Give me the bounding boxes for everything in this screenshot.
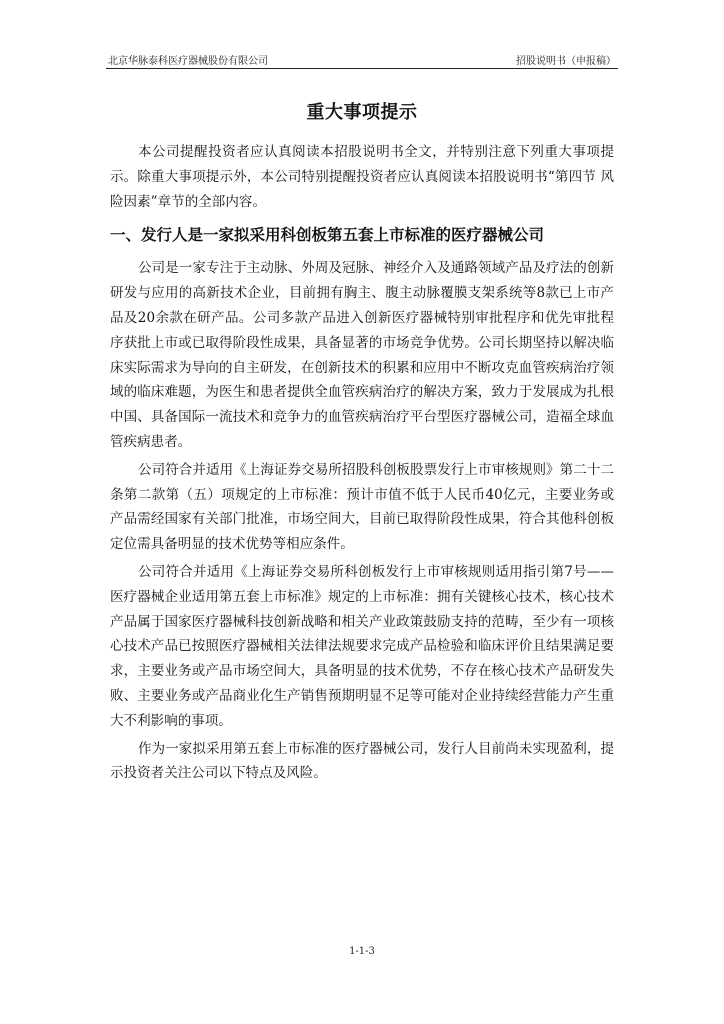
section-heading: 一、发行人是一家拟采用科创板第五套上市标准的医疗器械公司	[110, 226, 545, 245]
intro-paragraph: 本公司提醒投资者应认真阅读本招股说明书全文，并特别注意下列重大事项提示。除重大事项提示外，本公司特别提醒投资者应认真阅读本招股说明书“第四节 风险因素”章节的全部内容。	[110, 144, 614, 210]
header-company-name: 北京华脉泰科医疗器械股份有限公司	[108, 56, 268, 67]
body-paragraph: 公司符合并适用《上海证券交易所科创板发行上市审核规则适用指引第7号——医疗器械企业适用第五套上市标准》规定的上市标准：拥有关键核心技术，核心技术产品属于国家医疗器械科技创新战略和相关产业政策鼓励支持的范畴，至少有一项核心技术产品已按照医疗器械相关法律法规要求完成产品检验和临床评价且结果满足要求，主要业务或产品市场空间大，具备明显的技术优势，不存在核心技术产品研发失败、主要业务或产品商业化生产销售预期明显不足等可能对企业持续经营能力产生重大不利影响的事项。	[110, 563, 614, 729]
header-document-type: 招股说明书（申报稿）	[516, 56, 616, 67]
page-body	[110, 140, 614, 789]
page-header	[106, 50, 618, 69]
body-paragraph: 公司是一家专注于主动脉、外周及冠脉、神经介入及通路领域产品及疗法的创新研发与应用的高新技术企业，目前拥有胸主、腹主动脉覆膜支架系统等8款已上市产品及20余款在研产品。公司多款产品进入创新医疗器械特别审批程序和优先审批程序获批上市或已取得阶段性成果，具备显著的市场竞争优势。公司长期坚持以解决临床实际需求为导向的自主研发，在创新技术的积累和应用中不断攻克血管疾病治疗领域的临床难题，为医生和患者提供全血管疾病治疗的解决方案，致力于发展成为扎根中国、具备国际一流技术和竞争力的血管疾病治疗平台型医疗器械公司，造福全球血管疾病患者。	[110, 260, 614, 450]
page-title: 重大事项提示	[306, 102, 418, 123]
page-number: 1-1-3	[349, 946, 375, 957]
body-paragraph: 作为一家拟采用第五套上市标准的医疗器械公司，发行人目前尚未实现盈利，提示投资者关注公司以下特点及风险。	[110, 740, 614, 782]
body-paragraph: 公司符合并适用《上海证券交易所招股科创板股票发行上市审核规则》第二十二条第二款第（五）项规定的上市标准：预计市值不低于人民币40亿元，主要业务或产品需经国家有关部门批准，市场空间大，目前已取得阶段性成果，符合其他科创板定位需具备明显的技术优势等相应条件。	[110, 461, 614, 553]
